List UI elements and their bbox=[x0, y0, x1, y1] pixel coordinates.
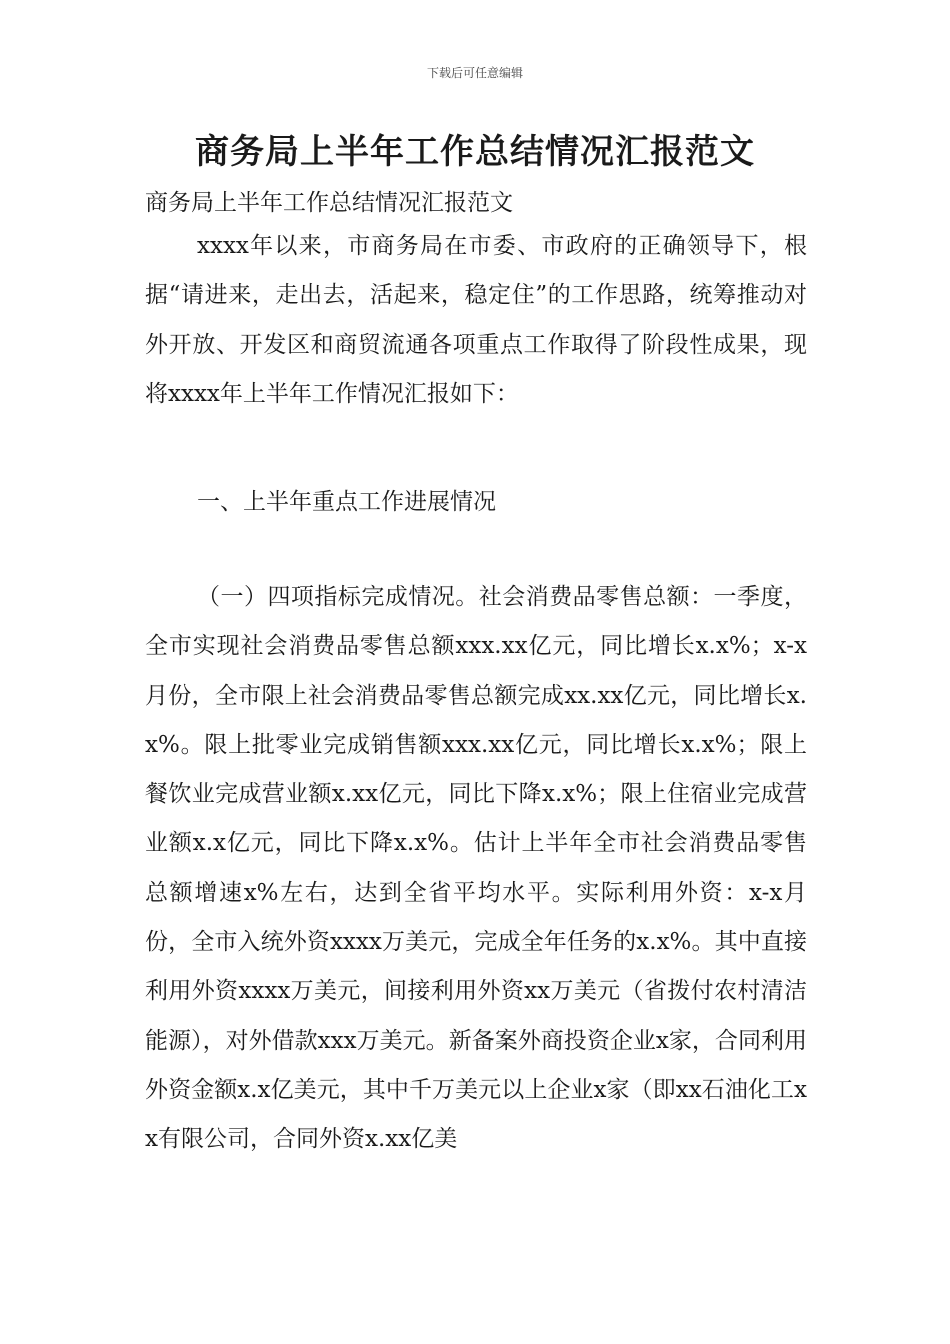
document-title: 商务局上半年工作总结情况汇报范文 bbox=[195, 132, 755, 172]
body-paragraph: （一）四项指标完成情况。社会消费品零售总额：一季度，全市实现社会消费品零售总额xxx.xx亿元，同比增长x.x%；x-x月份，全市限上社会消费品零售总额完成xx.xx亿元，同比增长x.x%。限上批零业完成销售额xxx.xx亿元，同比增长x.x%；限上餐饮业完成营业额x.xx亿元，同比下降x.x%；限上住宿业完成营业额x.x亿元，同比下降x.x%。估计上半年全市社会消费品零售总额增速x%左右，达到全省平均水平。实际利用外资：x-x月份，全市入统外资xxxx万美元，完成全年任务的x.x%。其中直接利用外资xxxx万美元，间接利用外资xx万美元（省拨付农村清洁能源），对外借款xxx万美元。新备案外商投资企业x家，合同利用外资金额x.x亿美元，其中千万美元以上企业x家（即xx石油化工xx有限公司，合同外资x.xx亿美 bbox=[145, 584, 807, 1153]
document-subtitle: 商务局上半年工作总结情况汇报范文 bbox=[145, 190, 513, 216]
section-heading: 一、上半年重点工作进展情况 bbox=[197, 489, 496, 515]
intro-paragraph: xxxx年以来，市商务局在市委、市政府的正确领导下，根据“请进来，走出去，活起来，稳定住”的工作思路，统筹推动对外开放、开发区和商贸流通各项重点工作取得了阶段性成果，现将xxxx年上半年工作情况汇报如下： bbox=[145, 233, 807, 407]
header-note: 下载后可任意编辑 bbox=[426, 66, 523, 80]
